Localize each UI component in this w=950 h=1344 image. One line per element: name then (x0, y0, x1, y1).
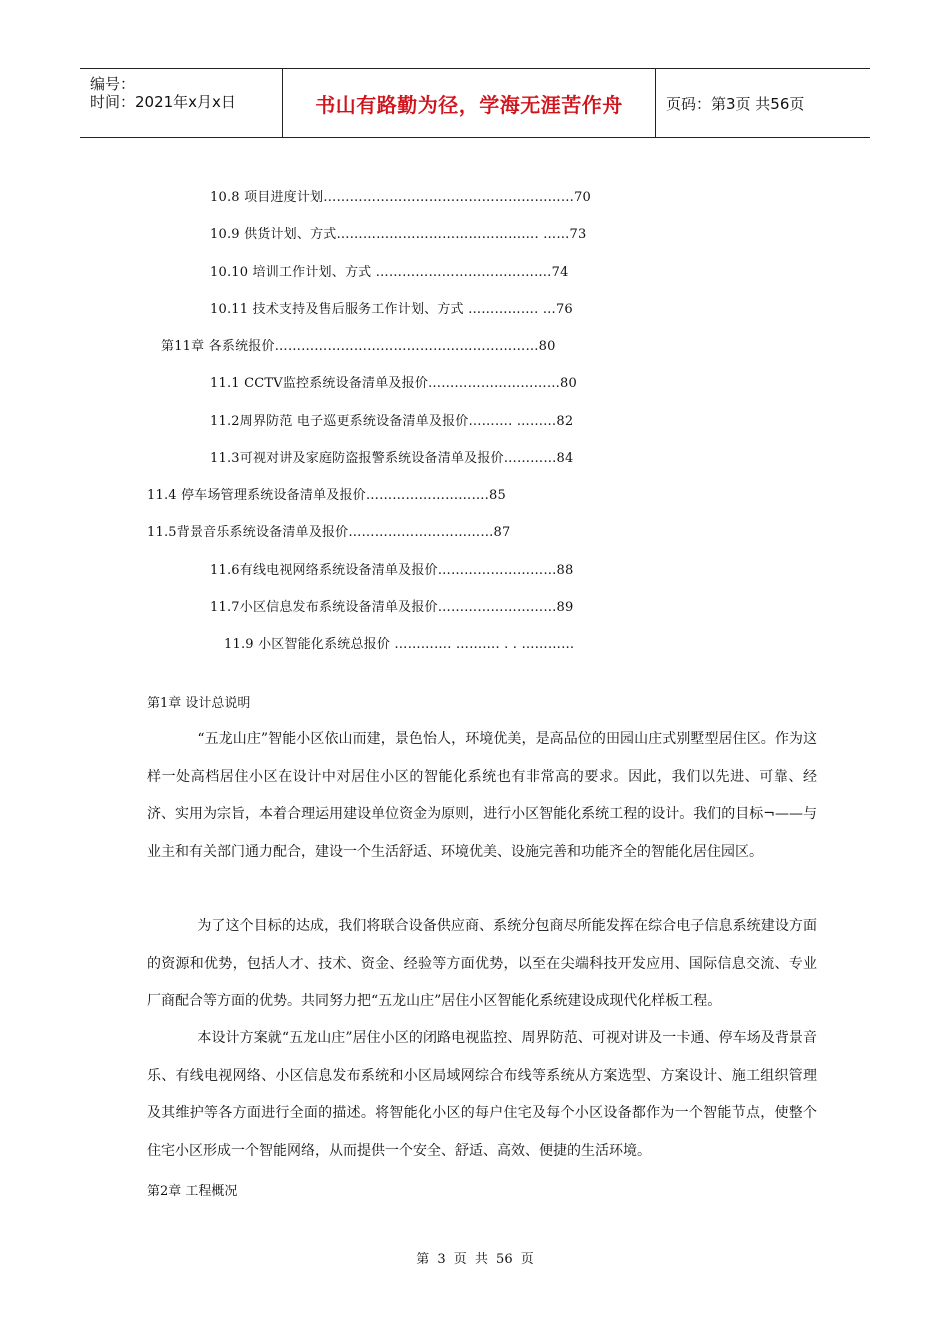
chapter-2-title: 第2章 工程概况 (147, 1184, 238, 1199)
toc-entry: 11.4 停车场管理系统设备清单及报价……………………….85 (147, 488, 506, 503)
toc-entry: 10.9 供货计划、方式………………………………………. ……73 (210, 227, 587, 242)
toc-entry: 11.9 小区智能化系统总报价 …………. ………. . . ………… (224, 637, 575, 652)
header-page-info: 页码：第3页 共56页 (666, 94, 805, 113)
toc-entry: 11.2周界防范 电子巡更系统设备清单及报价………. ………82 (210, 414, 574, 429)
body-paragraph: “五龙山庄”智能小区依山而建，景色怡人，环境优美，是高品位的田园山庄式别墅型居住区。作为这样一处高档居住小区在设计中对居住小区的智能化系统也有非常高的要求。因此，我们以先进、可靠、经济、实用为宗旨，本着合理运用建设单位资金为原则，进行小区智能化系统工程的设计。我们的目标¬——与业主和有关部门通力配合，建设一个生活舒适、环境优美、设施完善和功能齐全的智能化居住园区。 (147, 731, 817, 860)
body-paragraph: 为了这个目标的达成，我们将联合设备供应商、系统分包商尽所能发挥在综合电子信息系统建设方面的资源和优势，包括人才、技术、资金、经验等方面优势，以至在尖端科技开发应用、国际信息交流、专业厂商配合等方面的优势。共同努力把“五龙山庄”居住小区智能化系统建设成现代化样板工程。 (147, 918, 817, 1009)
toc-entry: 10.11 技术支持及售后服务工作计划、方式 ……………. …76 (210, 302, 573, 317)
header-motto: 书山有路勤为径，学海无涯苦作舟 (315, 92, 623, 117)
chapter-1-title: 第1章 设计总说明 (147, 696, 251, 711)
toc-entry: 11.7小区信息发布系统设备清单及报价………………………89 (210, 600, 574, 615)
doc-time: 时间：2021年x月x日 (90, 93, 236, 111)
body-paragraph: 本设计方案就“五龙山庄”居住小区的闭路电视监控、周界防范、可视对讲及一卡通、停车场及背景音乐、有线电视网络、小区信息发布系统和小区局域网综合布线等系统从方案选型、方案设计、施工组织管理及其维护等各方面进行全面的描述。将智能化小区的每户住宅及每个小区设备都作为一个智能节点，使整个住宅小区形成一个智能网络，从而提供一个安全、舒适、高效、便捷的生活环境。 (147, 1030, 817, 1159)
toc-entry: 10.10 培训工作计划、方式 ……………………………….…74 (210, 265, 569, 280)
page-header (80, 68, 870, 138)
toc-entry-chapter: 第11章 各系统报价……………………………………………………80 (161, 339, 556, 354)
toc-entry: 11.5背景音乐系统设备清单及报价……………………………87 (147, 525, 511, 540)
header-motto-cell (283, 69, 656, 137)
header-meta (80, 69, 283, 137)
page-footer: 第 3 页 共 56 页 (416, 1252, 534, 1267)
doc-number-label: 编号： (90, 75, 136, 93)
toc-entry: 11.6有线电视网络系统设备清单及报价………………………88 (210, 563, 574, 578)
toc-entry: 11.3可视对讲及家庭防盗报警系统设备清单及报价…………84 (210, 451, 574, 466)
toc-entry: 11.1 CCTV监控系统设备清单及报价…………………………80 (210, 376, 577, 391)
header-page-cell (656, 69, 870, 137)
toc-entry: 10.8 项目进度计划…………………………………………………70 (210, 190, 592, 205)
